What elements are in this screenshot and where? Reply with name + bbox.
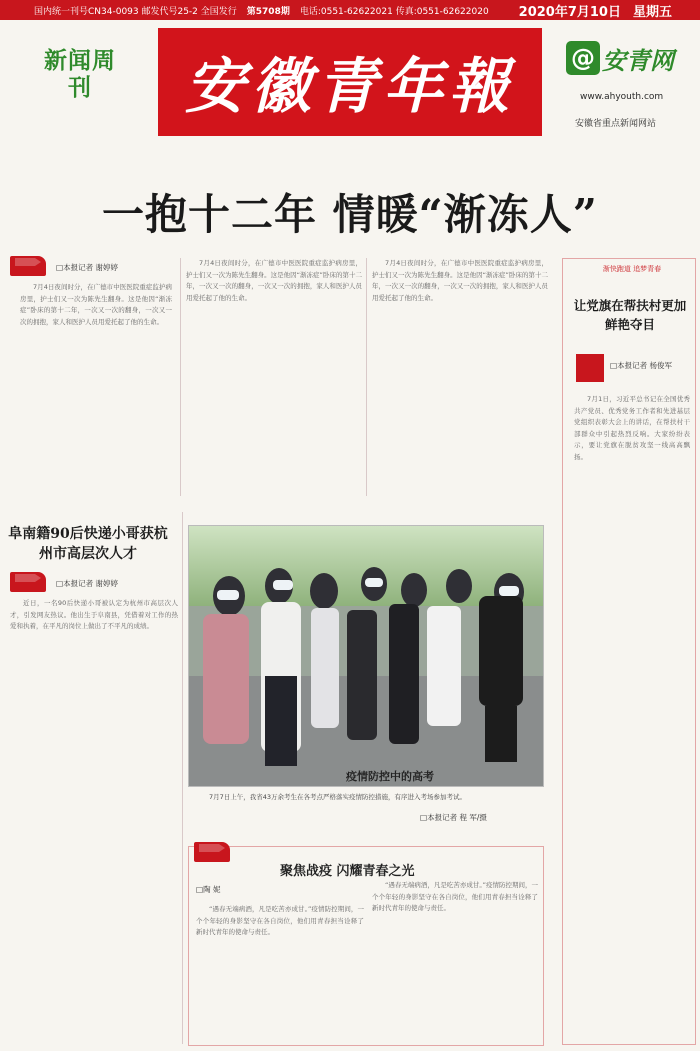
exam-crowd-photo	[189, 526, 544, 787]
news-photo[interactable]	[188, 525, 544, 787]
issue-date: 2020年7月10日	[518, 4, 621, 20]
lead-byline: □本报记者 谢婷婷	[56, 263, 118, 272]
right-byline: □本报记者 杨俊军	[610, 361, 672, 370]
newspaper-title: 安徽青年報	[185, 52, 515, 122]
flag-icon	[197, 842, 227, 854]
essay-text-col-1: “遇春无端病酒，凡是吃苦亦成甘。”疫情防控期间，一个个年轻的身影坚守在各自岗位，他们用青春担当诠释了新时代青年的使命与责任。	[196, 905, 364, 936]
sidebar-tag	[10, 572, 46, 592]
at-sign-icon: @	[566, 41, 600, 75]
photo-credit: □本报记者 程 军/摄	[420, 813, 487, 822]
site-name: 安青网	[602, 45, 674, 75]
site-url[interactable]: www.ahyouth.com	[580, 92, 664, 102]
section-tag	[10, 256, 46, 276]
essay-title: 聚焦战疫 闪耀青春之光	[280, 864, 415, 879]
lead-text-col-2: 7月4日夜间时分，在广德市中医医院重症监护病房里，护士们又一次为陈先生翻身。这是他因“渐冻症”卧床的第十二年，一次又一次的翻身，一次又一次的拥抱，家人和医护人员用爱托起了他的生命。	[186, 259, 362, 302]
publication-info: 国内统一刊号CN34-0093 邮发代号25-2 全国发行	[34, 6, 237, 17]
column-divider	[366, 258, 367, 496]
right-kicker: 渐快跑道 追梦青春	[602, 265, 662, 273]
essay-tag	[194, 842, 230, 862]
issue-weekday: 星期五	[632, 4, 672, 20]
right-text: 7月1日，习近平总书记在全国优秀共产党员、优秀党务工作者和先进基层党组织表彰大会上的讲话，在帮扶村干部群众中引起热烈反响。大家纷纷表示，要让党旗在脱贫攻坚一线高高飘扬。	[574, 395, 690, 461]
lead-text-col-3: 7月4日夜间时分，在广德市中医医院重症监护病房里，护士们又一次为陈先生翻身。这是他因“渐冻症”卧床的第十二年，一次又一次的翻身，一次又一次的拥抱，家人和医护人员用爱托起了他的生命。	[372, 259, 548, 302]
essay-byline: □陶 妮	[196, 885, 221, 894]
sidebar-text: 近日，一名90后快递小哥被认定为杭州市高层次人才，引发网友热议。他出生于阜南县，凭借着对工作的热爱和执着，在平凡的岗位上做出了不平凡的成绩。	[10, 599, 178, 630]
photo-caption: 7月7日上午，我省43万余考生在各考点严格落实疫情防控措施，有序进入考场参加考试。	[209, 793, 467, 801]
essay-text-col-2: “遇春无端病酒，凡是吃苦亦成甘。”疫情防控期间，一个个年轻的身影坚守在各自岗位，他们用青春担当诠释了新时代青年的使命与责任。	[372, 881, 538, 912]
sidebar-byline: □本报记者 谢婷婷	[56, 579, 118, 588]
column-divider	[180, 258, 181, 496]
top-info-bar	[0, 0, 700, 20]
main-headline: 一抱十二年 情暖“渐冻人”	[102, 190, 598, 239]
flag-icon	[13, 256, 43, 268]
contact-phones: 电话:0551-62622021 传真:0551-62622020	[299, 6, 489, 17]
sidebar-headline: 阜南籍90后快递小哥获杭州市高层次人才	[8, 526, 168, 562]
site-logo[interactable]	[566, 40, 694, 76]
column-divider	[182, 512, 183, 1044]
weekly-label: 新闻周刊	[44, 48, 116, 101]
party-badge	[576, 354, 604, 382]
masthead-banner	[158, 28, 542, 136]
photo-overlay-title: 疫情防控中的高考	[346, 770, 434, 783]
site-unit: 安徽省重点新闻网站	[575, 119, 657, 129]
right-headline: 让党旗在帮扶村更加鲜艳夺目	[573, 298, 687, 332]
lead-text-col-1: 7月4日夜间时分，在广德市中医医院重症监护病房里，护士们又一次为陈先生翻身。这是他因“渐冻症”卧床的第十二年，一次又一次的翻身，一次又一次的拥抱，家人和医护人员用爱托起了他的生命。	[20, 283, 172, 326]
flag-icon	[13, 572, 43, 584]
issue-number: 第5708期	[246, 6, 290, 17]
